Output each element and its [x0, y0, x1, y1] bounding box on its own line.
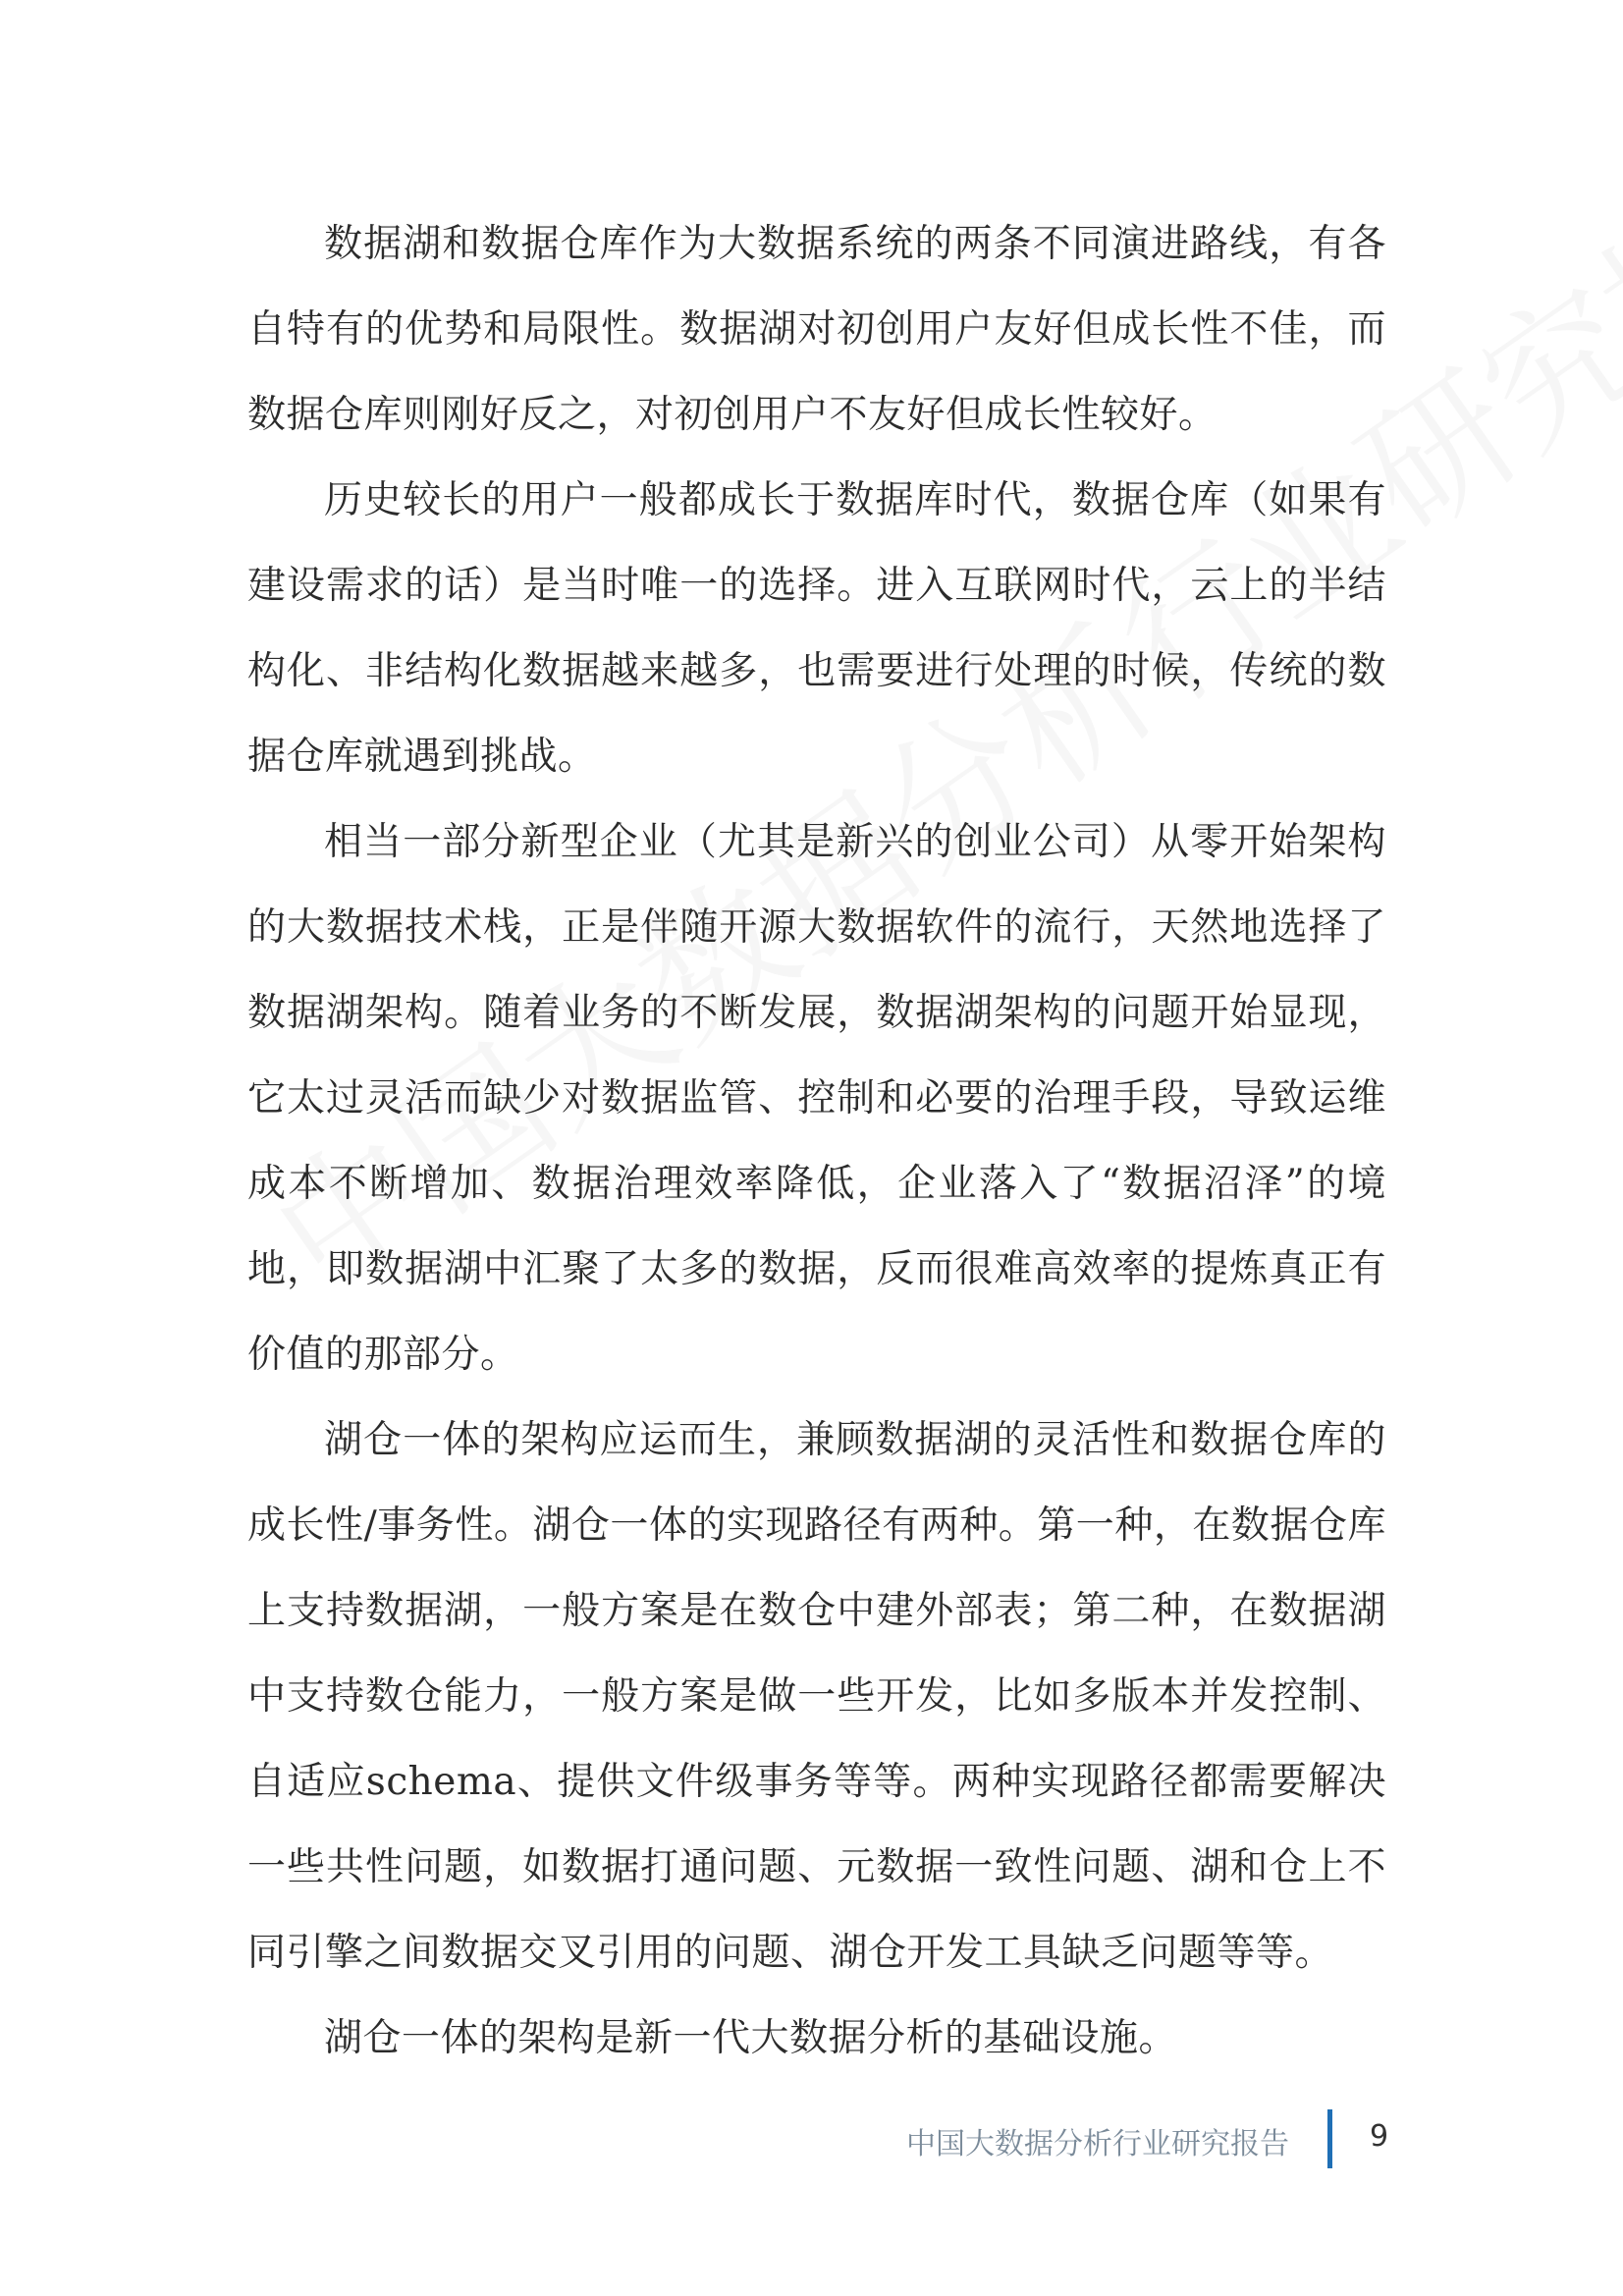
page-body — [247, 201, 1386, 2081]
page-number: 9 — [1370, 2119, 1389, 2154]
page-footer — [0, 2109, 1623, 2168]
paragraph-2: 历史较长的用户一般都成长于数据库时代，数据仓库（如果有建设需求的话）是当时唯一的选择。进入互联网时代，云上的半结构化、非结构化数据越来越多，也需要进行处理的时候，传统的数据仓库就遇到挑战。 — [247, 478, 1386, 779]
paragraph-4: 湖仓一体的架构应运而生，兼顾数据湖的灵活性和数据仓库的成长性/事务性。湖仓一体的实现路径有两种。第一种，在数据仓库上支持数据湖，一般方案是在数仓中建外部表；第二种，在数据湖中支持数仓能力，一般方案是做一些开发，比如多版本并发控制、自适应schema、提供文件级事务等等。两种实现路径都需要解决一些共性问题，如数据打通问题、元数据一致性问题、湖和仓上不同引擎之间数据交叉引用的问题、湖仓开发工具缺乏问题等等。 — [247, 1418, 1386, 1975]
footer-divider — [1327, 2109, 1332, 2168]
paragraph-3: 相当一部分新型企业（尤其是新兴的创业公司）从零开始架构的大数据技术栈，正是伴随开源大数据软件的流行，天然地选择了数据湖架构。随着业务的不断发展，数据湖架构的问题开始显现，它太过灵活而缺少对数据监管、控制和必要的治理手段，导致运维成本不断增加、数据治理效率降低，企业落入了“数据沼泽”的境地，即数据湖中汇聚了太多的数据，反而很难高效率的提炼真正有价值的那部分。 — [247, 820, 1386, 1377]
footer-report-title: 中国大数据分析行业研究报告 — [906, 2127, 1289, 2161]
paragraph-1: 数据湖和数据仓库作为大数据系统的两条不同演进路线，有各自特有的优势和局限性。数据湖对初创用户友好但成长性不佳，而数据仓库则刚好反之，对初创用户不友好但成长性较好。 — [247, 222, 1386, 437]
paragraph-5: 湖仓一体的架构是新一代大数据分析的基础设施。 — [324, 2016, 1178, 2060]
